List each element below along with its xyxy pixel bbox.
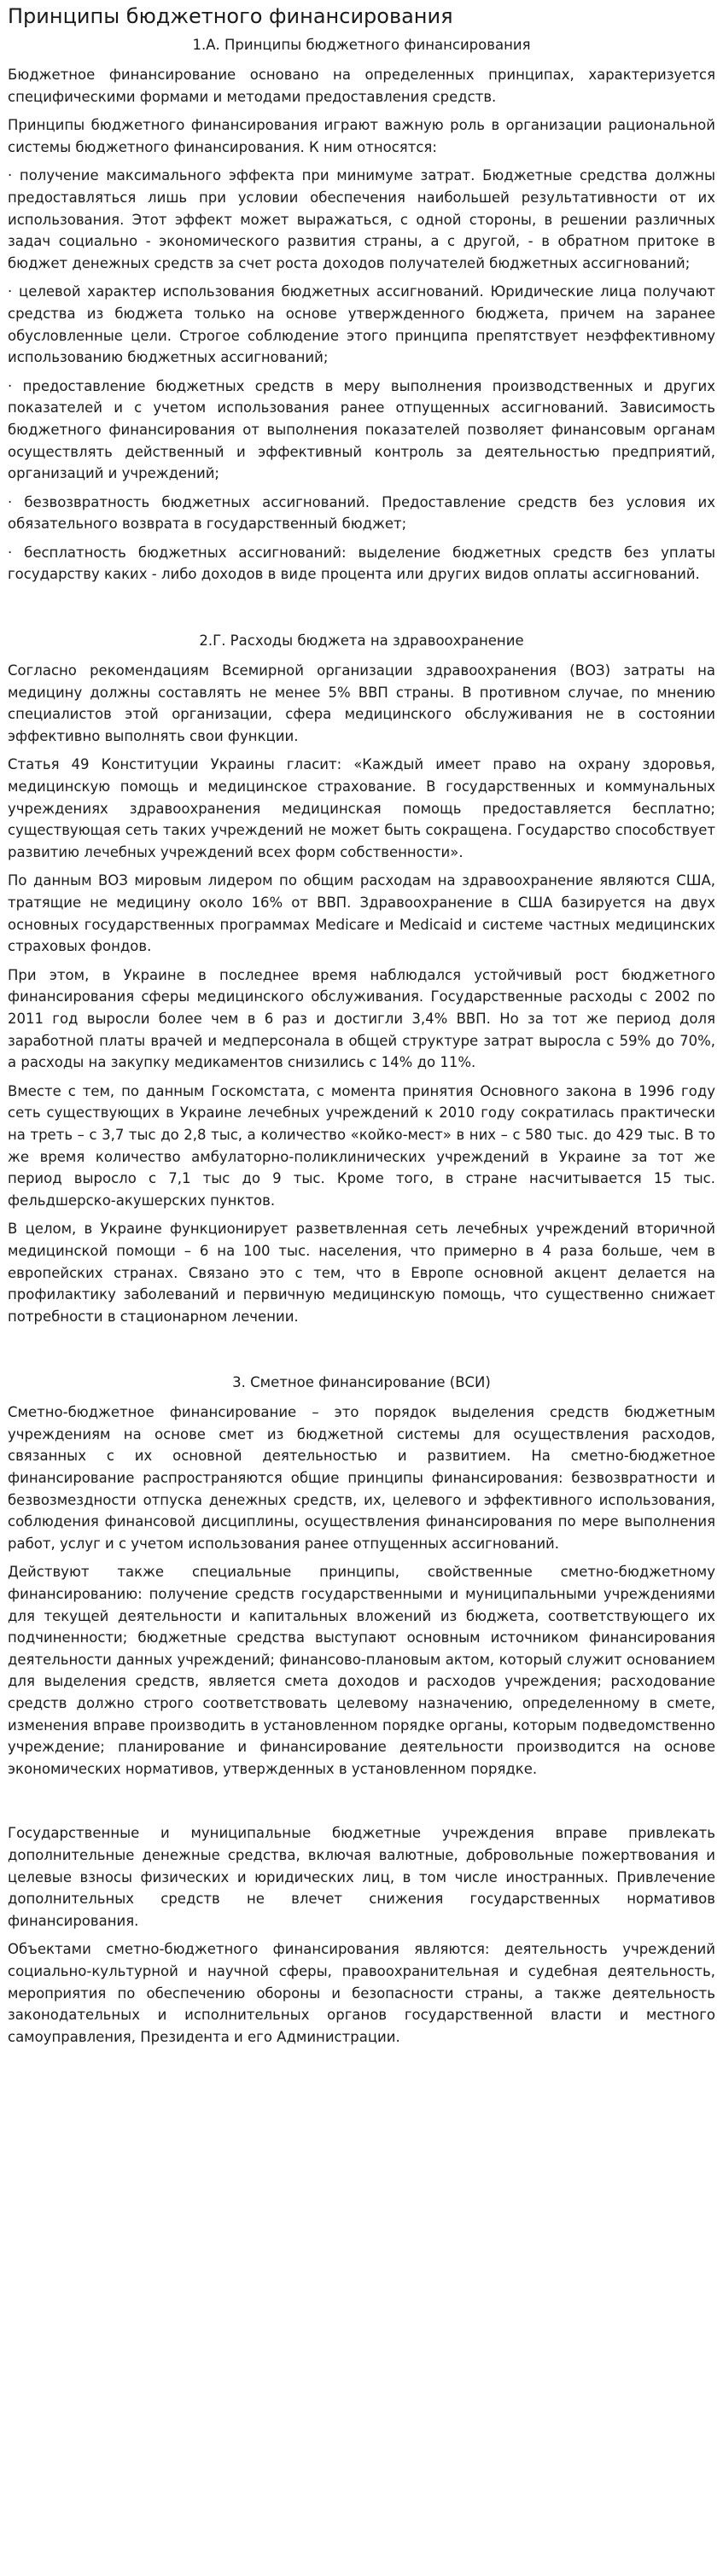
section-heading: 1.А. Принципы бюджетного финансирования (192, 37, 531, 53)
paragraph: Статья 49 Конституции Украины гласит: «Каждый имеет право на охрану здоровья, медицинскую помощь и медицинское страхование. В государственных и коммунальных учреждениях здравоохранения медицинская помощь предоставляется бесплатно; существующая сеть таких учреждений не может быть сокращена. Государство способствует развитию лечебных учреждений всех форм собственности». (8, 756, 715, 860)
document-page (0, 3, 723, 2048)
paragraph: По данным ВОЗ мировым лидером по общим расходам на здравоохранение являются США, тратящие не медицину около 16% от ВВП. Здравоохранение в США базируется на двух основных государственных программах Medicare и Medicaid и системе частных медицинских страховых фондов. (8, 872, 715, 955)
document-title: Принципы бюджетного финансирования (8, 4, 453, 28)
section-heading: 3. Сметное финансирование (ВСИ) (232, 1374, 491, 1391)
section-heading: 2.Г. Расходы бюджета на здравоохранение (199, 632, 524, 650)
paragraph: В целом, в Украине функционирует разветвленная сеть лечебных учреждений вторичной медицинской помощи – 6 на 100 тыс. населения, что примерно в 4 раза больше, чем в европейских странах. Связано это с тем, что в Европе основной акцент делается на профилактику заболеваний и первичную медицинскую помощь, что существенно снижает потребности в стационарном лечении. (8, 1221, 715, 1325)
paragraph: Согласно рекомендациям Всемирной организации здравоохранения (ВОЗ) затраты на медицину должны составлять не менее 5% ВВП страны. В противном случае, по мнению специалистов этой организации, сфера медицинского обслуживания не в состоянии эффективно выполнять свои функции. (8, 662, 715, 744)
paragraph: Государственные и муниципальные бюджетные учреждения вправе привлекать дополнительные денежные средства, включая валютные, добровольные пожертвования и целевые взносы физических и юридических лиц, в том числе иностранных. Привлечение дополнительных средств не влечет снижения государственных нормативов финансирования. (8, 1825, 715, 1929)
list-item: · предоставление бюджетных средств в меру выполнения производственных и других показателей и с учетом использования ранее отпущенных ассигнований. Зависимость бюджетного финансирования от выполнения показателей позволяет финансовым органам осуществлять действенный и эффективный контроль за деятельностью предприятий, организаций и учреждений; (8, 377, 715, 482)
paragraph: Действуют также специальные принципы, свойственные сметно-бюджетному финансированию: получение средств государственными и муниципальными учреждениями для текущей деятельности и капитальных вложений из бюджета, соответствующего их подчиненности; бюджетные средства выступают основным источником финансирования деятельности данных учреждений; финансово-плановым актом, который служит основанием для выделения средств, является смета доходов и расходов учреждения; расходование средств должно строго соответствовать целевому назначению, определенному в смете, изменения вправе производить в установленном порядке органы, которым подведомственно учреждение; планирование и финансирование деятельности производится на основе экономических нормативов, утвержденных в установленном порядке. (8, 1564, 715, 1777)
paragraph: Объектами сметно-бюджетного финансирования являются: деятельность учреждений социально-культурной и научной сферы, правоохранительная и судебная деятельность, мероприятия по обеспечению обороны и безопасности страны, а также деятельность законодательных и исполнительных органов государственной власти и местного самоуправления, Президента и его Администрации. (8, 1941, 715, 2045)
paragraph: Принципы бюджетного финансирования играют важную роль в организации рациональной системы бюджетного финансирования. К ним относятся: (8, 117, 715, 155)
paragraph: Вместе с тем, по данным Госкомстата, с момента принятия Основного закона в 1996 году сеть существующих в Украине лечебных учреждений к 2010 году сократилась практически на треть – с 3,7 тыс до 2,8 тыс, а количество «койко-мест» в них – с 580 тыс. до 429 тыс. В то же время количество амбулаторно-поликлинических учреждений в Украине за тот же период выросло с 7,1 тыс до 9 тыс. Кроме того, в стране насчитывается 15 тыс. фельдшерско-акушерских пунктов. (8, 1082, 715, 1209)
list-item: · бесплатность бюджетных ассигнований: выделение бюджетных средств без уплаты государству каких - либо доходов в виде процента или других видов оплаты ассигнований. (8, 544, 715, 583)
list-item: · безвозвратность бюджетных ассигнований. Предоставление средств без условия их обязательного возврата в государственный бюджет; (8, 493, 715, 533)
list-item: · целевой характер использования бюджетных ассигнований. Юридические лица получают средства из бюджета только на основе утвержденного бюджета, причем на заранее обусловленные цели. Строгое соблюдение этого принципа препятствует неэффективному использованию бюджетных ассигнований; (8, 283, 715, 366)
paragraph: Сметно-бюджетное финансирование – это порядок выделения средств бюджетным учреждениям на основе смет из бюджетной системы для осуществления расходов, связанных с их основной деятельностью и развитием. На сметно-бюджетное финансирование распространяются общие принципы финансирования: безвозвратности и безвозмездности отпуска денежных средств, их, целевого и эффективного использования, соблюдения финансовой дисциплины, осуществления финансирования по мере выполнения работ, услуг и с учетом использования ранее отпущенных ассигнований. (8, 1404, 715, 1552)
paragraph: Бюджетное финансирование основано на определенных принципах, характеризуется специфическими формами и методами предоставления средств. (8, 67, 715, 105)
paragraph: При этом, в Украине в последнее время наблюдался устойчивый рост бюджетного финансирования сферы медицинского обслуживания. Государственные расходы с 2002 по 2011 год выросли более чем в 6 раз и достигли 3,4% ВВП. Но за тот же период доля заработной платы врачей и медперсонала в общей структуре затрат выросла с 59% до 70%, а расходы на закупку медикаментов снизились с 14% до 11%. (8, 966, 715, 1071)
list-item: · получение максимального эффекта при минимуме затрат. Бюджетные средства должны предоставляться лишь при условии обеспечения наибольшей результативности от их использования. Этот эффект может выражаться, с одной стороны, в решении различных задач социально - экономического развития страны, а с другой, - в обратном притоке в бюджет денежных средств за счет роста доходов получателей бюджетных ассигнований; (8, 167, 715, 271)
